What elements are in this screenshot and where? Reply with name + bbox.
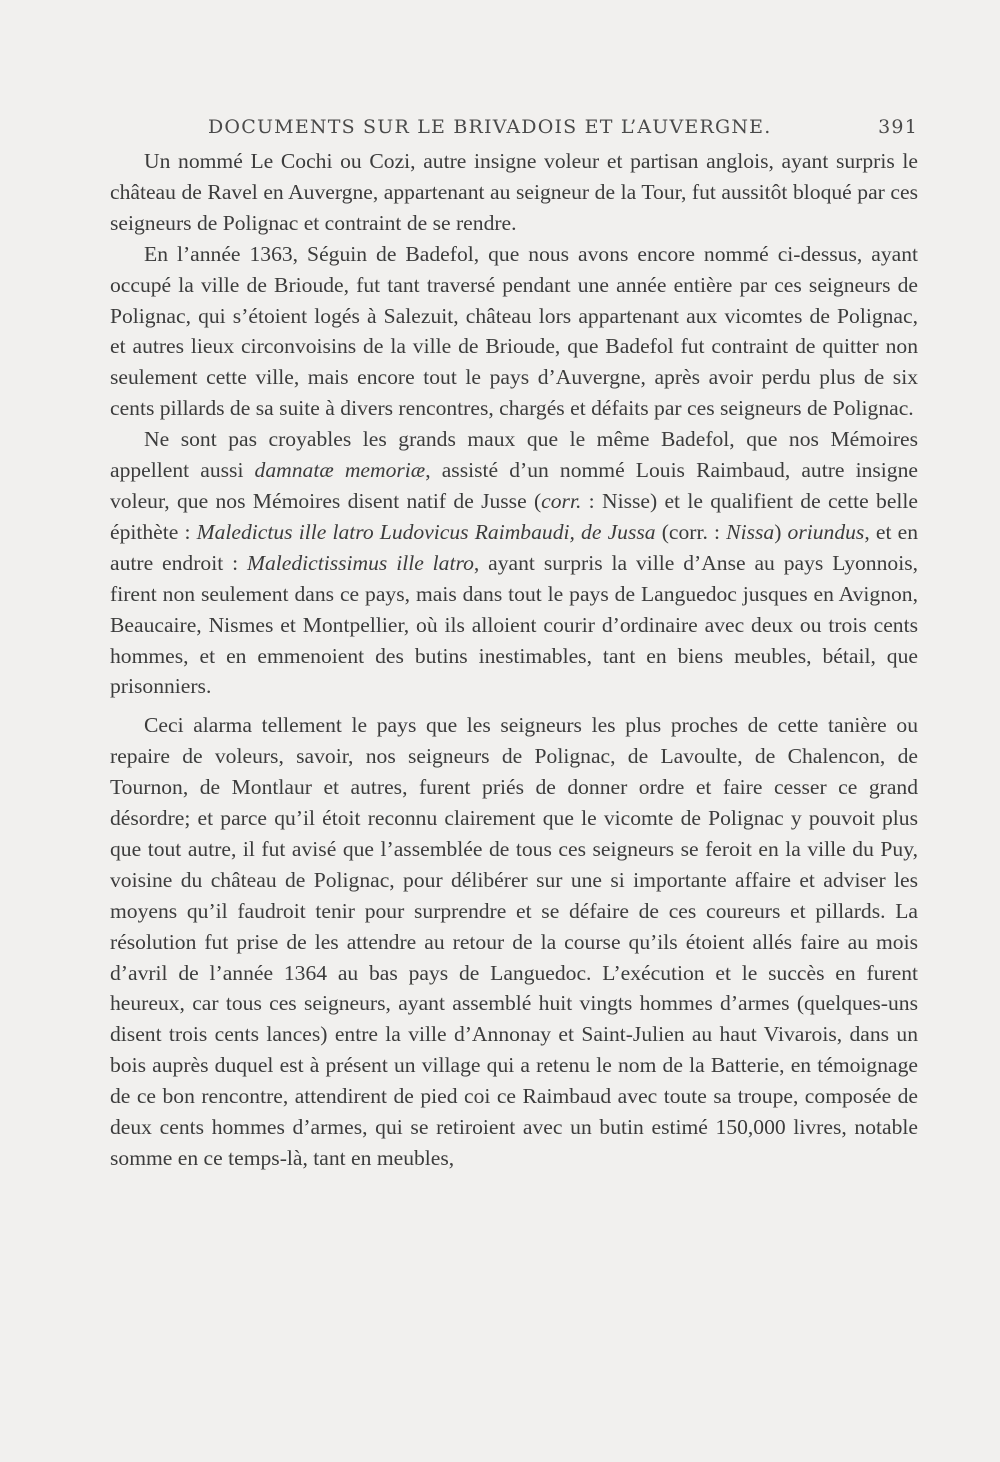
text-segment: (corr. : xyxy=(655,519,727,544)
running-title: DOCUMENTS SUR LE BRIVADOIS ET L’AUVERGNE. xyxy=(208,116,772,138)
page-number: 391 xyxy=(878,116,918,138)
text-segment: , et en autre endroit : xyxy=(110,519,918,575)
text-segment: ) xyxy=(774,519,788,544)
paragraph-alarm: Ceci alarma tellement le pays que les seigneurs les plus proches de cette tanière ou repaire de voleurs, savoir, nos seigneurs de Polignac, de Lavoulte, de Chalencon, de Tournon, de Montlaur et autres, furent priés de donner ordre et faire cesser ce grand désordre; et parce qu’il étoit reconnu clairement que le vicomte de Polignac y pouvoit plus que tout autre, il fut avisé que l’assemblée de tous ces seigneurs se feroit en la ville du Puy, voisine du château de Polignac, pour délibérer sur une si importante affaire et adviser les moyens qu’il faudroit tenir pour surprendre et se défaire de ces coureurs et pillards. La résolution fut prise de les attendre au retour de la course qu’ils étoient allés faire au mois d’avril de l’année 1364 au bas pays de Languedoc. L’exécution et le succès en furent heureux, car tous ces seigneurs, ayant assemblé huit vingts hommes d’armes (quelques-uns disent trois cents lances) entre la ville d’Annonay et Saint-Julien au haut Vivarois, dans un bois auprès duquel est à présent un village qui a retenu le nom de la Batterie, en témoignage de ce bon rencontre, attendirent de pied coi ce Raimbaud avec toute sa troupe, composée de deux cents hommes d’armes, qui se retiroient avec un butin estimé 150,000 livres, notable somme en ce temps-là, tant en meubles, xyxy=(110,713,918,1170)
paragraph-cochi: Un nommé Le Cochi ou Cozi, autre insigne voleur et partisan anglois, ayant surpris le château de Ravel en Auvergne, appartenant au seigneur de la Tour, fut aussitôt bloqué par ces seigneurs de Polignac et contraint de se rendre. xyxy=(110,149,918,235)
latin-phrase: Maledictissimus ille latro xyxy=(246,550,474,575)
text-segment: Ne sont pas croyables les grands maux que le même Badefol, que nos Mémoires appellent aussi xyxy=(110,427,918,483)
latin-phrase: Maledictus ille latro Ludovicus Raimbaudi, de Jussa xyxy=(196,519,656,544)
latin-phrase: Nissa xyxy=(726,519,775,544)
latin-phrase: damnatæ memoriæ xyxy=(254,458,426,483)
text-segment: , ayant surpris la ville d’Anse au pays Lyonnois, firent non seulement dans ce pays, mais dans tout le pays de Languedoc jusques en Avignon, Beaucaire, Nismes et Montpellier, où ils alloient courir d’ordinaire avec deux ou trois cents hommes, et en emmenoient des butins inestimables, tant en biens meubles, bétail, que prisonniers. xyxy=(110,550,918,699)
text-segment: : Nisse) et le qualifient de cette belle épithète : xyxy=(110,488,918,544)
latin-phrase: oriundus xyxy=(787,519,865,544)
text-segment: , assisté d’un nommé Louis Raimbaud, autre insigne voleur, que nos Mémoires disent natif de Jusse ( xyxy=(110,458,918,513)
body-text xyxy=(110,146,918,1174)
document-page xyxy=(110,112,918,1174)
latin-phrase: corr. xyxy=(541,488,582,513)
running-header xyxy=(110,112,918,146)
paragraph-badefol-brioude: En l’année 1363, Séguin de Badefol, que nous avons encore nommé ci-dessus, ayant occupé la ville de Brioude, fut tant traversé pendant une année entière par ces seigneurs de Polignac, qui s’étoient logés à Salezuit, château lors appartenant aux vicomtes de Polignac, et autres lieux circonvoisins de la ville de Brioude, que Badefol fut contraint de quitter non seulement cette ville, mais encore tout le pays d’Auvergne, après avoir perdu plus de six cents pillards de sa suite à divers rencontres, chargés et défaits par ces seigneurs de Polignac. xyxy=(110,241,918,421)
paragraph-raimbaud xyxy=(110,424,918,702)
